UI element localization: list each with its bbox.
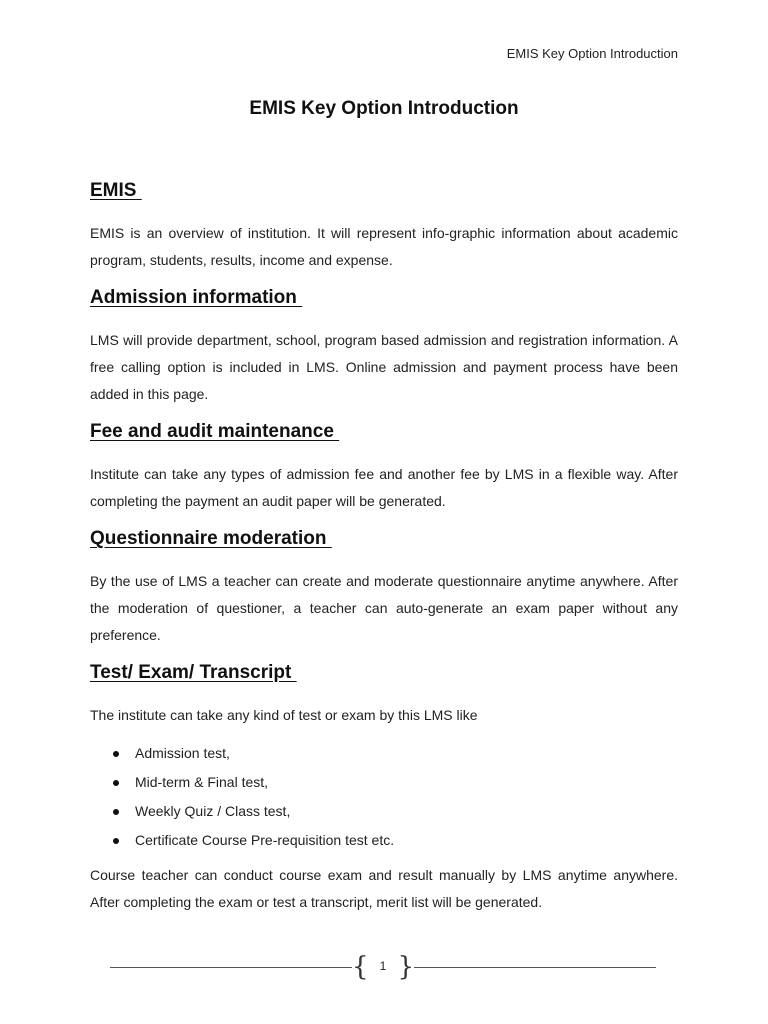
list-item-text: Weekly Quiz / Class test, [135, 803, 291, 819]
section-paragraph: EMIS is an overview of institution. It will represent info-graphic information about academic program, students, results, income and expense. [90, 225, 678, 268]
running-header: EMIS Key Option Introduction [506, 46, 678, 61]
list-item-text: Admission test, [135, 745, 230, 761]
list-item [90, 797, 678, 826]
section-questionnaire-moderation [90, 528, 678, 649]
section-intro-paragraph: The institute can take any kind of test or exam by this LMS like [90, 707, 478, 723]
section-test-exam-transcript [90, 662, 678, 916]
section-heading: Test/ Exam/ Transcript [90, 662, 297, 683]
section-admission-information [90, 287, 678, 408]
list-item-text: Mid-term & Final test, [135, 774, 269, 790]
section-paragraph: LMS will provide department, school, program based admission and registration information. A free calling option is included in LMS. Online admission and payment process have been added in this page. [90, 332, 678, 402]
section-heading: Fee and audit maintenance [90, 421, 340, 442]
close-brace-icon: } [397, 952, 414, 982]
list-item [90, 768, 678, 797]
footer-rule-right [414, 967, 656, 968]
section-paragraph: By the use of LMS a teacher can create and moderate questionnaire anytime anywhere. After the moderation of questioner, a teacher can auto-generate an exam paper without any preference. [90, 573, 678, 643]
bullet-icon [113, 751, 119, 757]
section-heading: Questionnaire moderation [90, 528, 332, 549]
bullet-icon [113, 780, 119, 786]
list-item [90, 739, 678, 768]
bullet-icon [113, 809, 119, 815]
section-fee-and-audit [90, 421, 678, 515]
bullet-list [90, 739, 678, 855]
document-body [90, 180, 678, 916]
section-paragraph: Institute can take any types of admission fee and another fee by LMS in a flexible way. After completing the payment an audit paper will be generated. [90, 466, 678, 509]
document-title: EMIS Key Option Introduction [249, 98, 519, 119]
section-heading: EMIS [90, 180, 142, 201]
open-brace-icon: { [352, 952, 369, 982]
bullet-icon [113, 838, 119, 844]
section-emis [90, 180, 678, 274]
page-number: 1 [379, 959, 387, 973]
section-heading: Admission information [90, 287, 303, 308]
section-closing-paragraph: Course teacher can conduct course exam and result manually by LMS anytime anywhere. After completing the exam or test a transcript, merit list will be generated. [90, 867, 678, 910]
list-item [90, 826, 678, 855]
page-footer [110, 952, 656, 984]
list-item-text: Certificate Course Pre-requisition test etc. [135, 832, 395, 848]
